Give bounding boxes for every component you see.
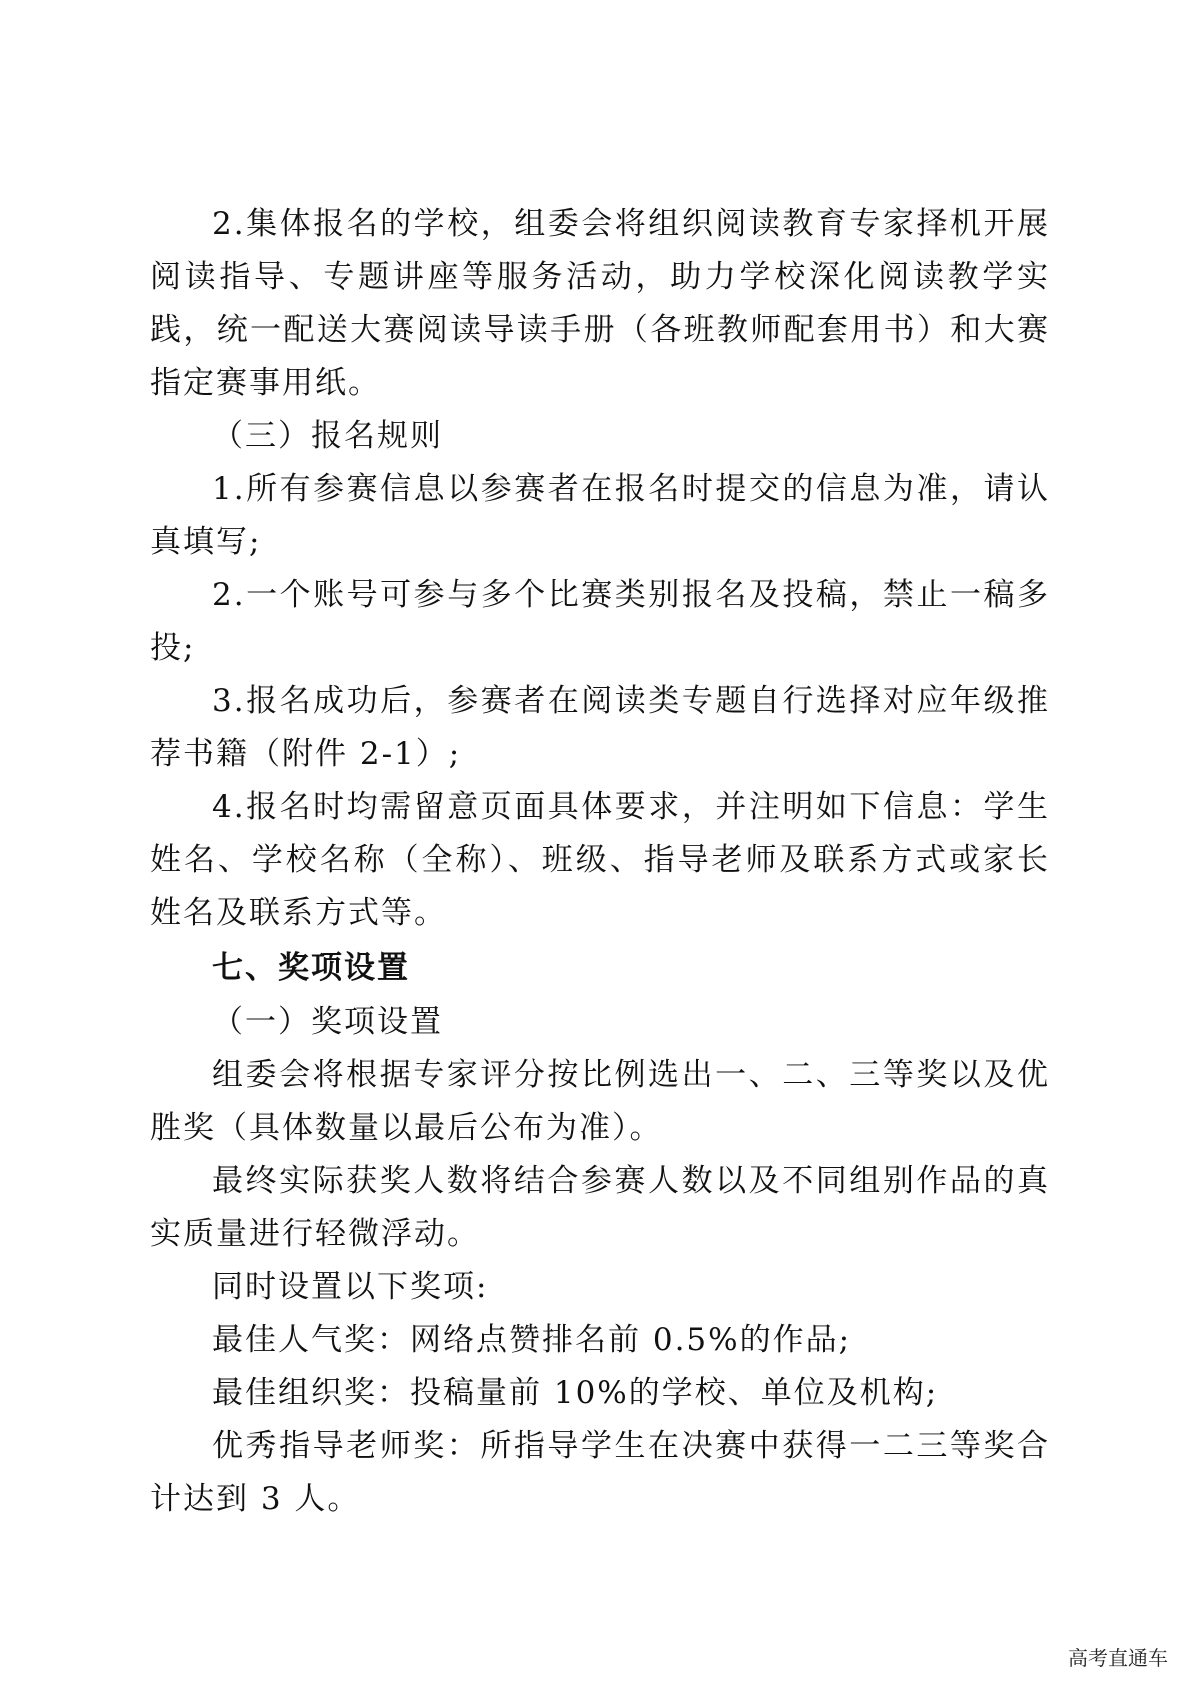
- paragraph-additional-awards-intro: 同时设置以下奖项:: [212, 1269, 489, 1305]
- paragraph-rule-1: 1.所有参赛信息以参赛者在报名时提交的信息为准，请认真填写;: [150, 471, 1050, 560]
- paragraph-rule-2: 2.一个账号可参与多个比赛类别报名及投稿，禁止一稿多投;: [150, 577, 1050, 666]
- paragraph-popularity-award: 最佳人气奖：网络点赞排名前 0.5%的作品;: [212, 1322, 852, 1358]
- paragraph-award-selection: 组委会将根据专家评分按比例选出一、二、三等奖以及优胜奖（具体数量以最后公布为准）。: [150, 1057, 1050, 1146]
- paragraph-award-count: 最终实际获奖人数将结合参赛人数以及不同组别作品的真实质量进行轻微浮动。: [150, 1163, 1050, 1252]
- paragraph-rule-4: 4.报名时均需留意页面具体要求，并注明如下信息：学生姓名、学校名称（全称）、班级、指导老师及联系方式或家长姓名及联系方式等。: [150, 789, 1050, 931]
- paragraph-teacher-award: 优秀指导老师奖：所指导学生在决赛中获得一二三等奖合计达到 3 人。: [150, 1428, 1050, 1517]
- paragraph-rule-3: 3.报名成功后，参赛者在阅读类专题自行选择对应年级推荐书籍（附件 2-1）;: [150, 683, 1050, 772]
- subheading-registration-rules: （三）报名规则: [212, 418, 443, 454]
- watermark-text: 高考直通车: [1068, 1646, 1168, 1670]
- paragraph-group-registration-service: 2.集体报名的学校，组委会将组织阅读教育专家择机开展阅读指导、专题讲座等服务活动，助力学校深化阅读教学实践，统一配送大赛阅读导读手册（各班教师配套用书）和大赛指定赛事用纸。: [150, 206, 1050, 401]
- document-page: [150, 198, 1050, 1526]
- subheading-award-setup: （一）奖项设置: [212, 1004, 443, 1040]
- paragraph-organization-award: 最佳组织奖：投稿量前 10%的学校、单位及机构;: [212, 1375, 939, 1411]
- section-heading-awards: 七、奖项设置: [212, 950, 410, 986]
